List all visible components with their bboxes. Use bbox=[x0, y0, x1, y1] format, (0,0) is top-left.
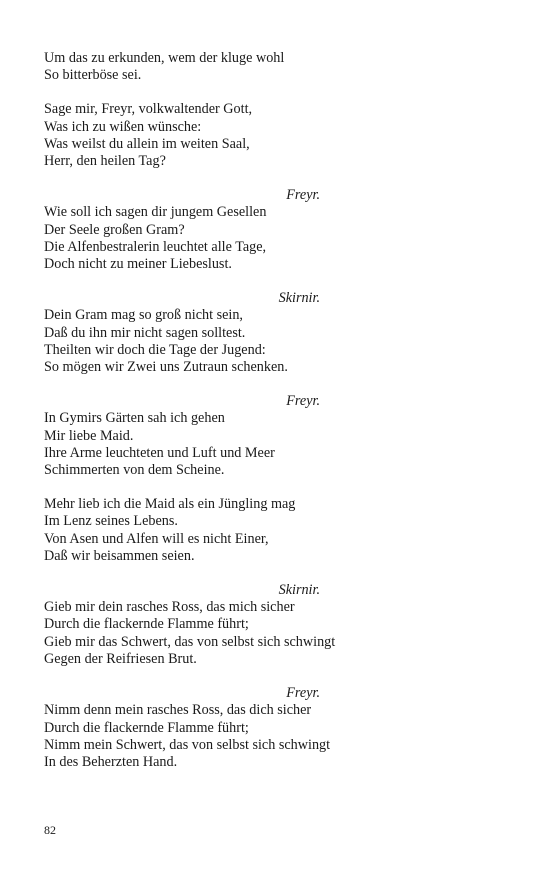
speaker-name: Skirnir. bbox=[278, 582, 320, 599]
stanza bbox=[44, 187, 514, 273]
verse-line: So mögen wir Zwei uns Zutraun schenken. bbox=[44, 359, 288, 376]
verse-line: Mehr lieb ich die Maid als ein Jüngling mag bbox=[44, 496, 296, 513]
verse-line: Durch die flackernde Flamme führt; bbox=[44, 719, 249, 736]
verse-line: Was weilst du allein im weiten Saal, bbox=[44, 135, 250, 152]
speaker-name: Freyr. bbox=[286, 393, 320, 410]
speaker-name: Freyr. bbox=[286, 685, 320, 702]
stanza bbox=[44, 685, 514, 771]
verse-line: Mir liebe Maid. bbox=[44, 427, 134, 444]
verse-line: Durch die flackernde Flamme führt; bbox=[44, 616, 249, 633]
verse-line: In Gymirs Gärten sah ich gehen bbox=[44, 410, 225, 427]
verse-line: Gieb mir das Schwert, das von selbst sich schwingt bbox=[44, 633, 336, 650]
stanza bbox=[44, 496, 514, 565]
verse-line: Nimm mein Schwert, das von selbst sich schwingt bbox=[44, 736, 331, 753]
stanza bbox=[44, 582, 514, 668]
verse-line: So bitterböse sei. bbox=[44, 67, 142, 84]
poem-text bbox=[44, 50, 514, 788]
verse-line: Die Alfenbestralerin leuchtet alle Tage, bbox=[44, 238, 267, 255]
page-number: 82 bbox=[44, 823, 56, 837]
verse-line: Theilten wir doch die Tage der Jugend: bbox=[44, 341, 266, 358]
verse-line: Gieb mir dein rasches Ross, das mich sicher bbox=[44, 599, 295, 616]
verse-line: Von Asen und Alfen will es nicht Einer, bbox=[44, 530, 269, 547]
verse-line: Der Seele großen Gram? bbox=[44, 221, 185, 238]
verse-line: Im Lenz seines Lebens. bbox=[44, 513, 178, 530]
stanza bbox=[44, 290, 514, 376]
verse-line: Doch nicht zu meiner Liebeslust. bbox=[44, 256, 232, 273]
stanza bbox=[44, 393, 514, 479]
verse-line: Dein Gram mag so groß nicht sein, bbox=[44, 307, 243, 324]
verse-line: Um das zu erkunden, wem der kluge wohl bbox=[44, 50, 285, 66]
stanza bbox=[44, 50, 514, 84]
verse-line: Nimm denn mein rasches Ross, das dich sicher bbox=[44, 702, 312, 719]
verse-line: Ihre Arme leuchteten und Luft und Meer bbox=[44, 444, 275, 461]
verse-line: Daß wir beisammen seien. bbox=[44, 547, 195, 564]
verse-line: Wie soll ich sagen dir jungem Gesellen bbox=[44, 204, 267, 221]
verse-line: Sage mir, Freyr, volkwaltender Gott, bbox=[44, 101, 253, 118]
verse-line: In des Beherzten Hand. bbox=[44, 753, 178, 770]
stanza bbox=[44, 101, 514, 170]
speaker-name: Skirnir. bbox=[278, 290, 320, 307]
verse-line: Gegen der Reifriesen Brut. bbox=[44, 650, 197, 667]
verse-line: Herr, den heilen Tag? bbox=[44, 153, 166, 170]
verse-line: Schimmerten von dem Scheine. bbox=[44, 462, 225, 479]
verse-line: Was ich zu wißen wünsche: bbox=[44, 118, 202, 135]
verse-line: Daß du ihn mir nicht sagen solltest. bbox=[44, 324, 246, 341]
speaker-name: Freyr. bbox=[286, 187, 320, 204]
